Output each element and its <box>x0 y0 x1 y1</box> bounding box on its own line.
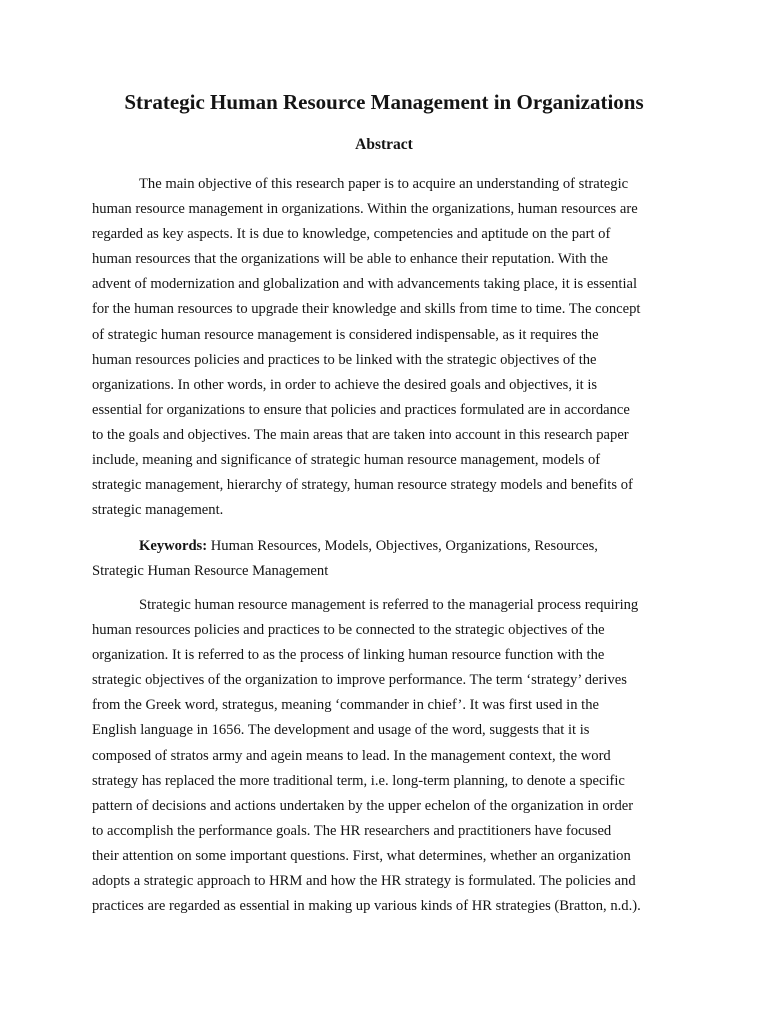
abstract-line: regarded as key aspects. It is due to knowledge, competencies and aptitude on the part of <box>92 226 611 243</box>
abstract-line: advent of modernization and globalization and with advancements taking place, it is essential <box>92 276 638 293</box>
abstract-line: organizations. In other words, in order to achieve the desired goals and objectives, it is <box>92 376 598 393</box>
abstract-line: human resources policies and practices to be linked with the strategic objectives of the <box>92 351 597 368</box>
abstract-line: human resource management in organizations. Within the organizations, human resources are <box>92 201 638 218</box>
body-line: strategy has replaced the more traditional term, i.e. long-term planning, to denote a specific <box>92 772 625 789</box>
keywords-list: Human Resources, Models, Objectives, Organizations, Resources, <box>207 538 598 554</box>
keywords-line <box>92 534 672 559</box>
body-line: strategic objectives of the organization to improve performance. The term ‘strategy’ derives <box>92 672 627 689</box>
body-line: practices are regarded as essential in making up various kinds of HR strategies (Bratton, n.d.). <box>92 898 641 915</box>
body-line: pattern of decisions and actions undertaken by the upper echelon of the organization in order <box>92 797 634 814</box>
abstract-line: strategic management, hierarchy of strategy, human resource strategy models and benefits of <box>92 477 633 494</box>
abstract-line: to the goals and objectives. The main areas that are taken into account in this research paper <box>92 426 629 443</box>
body-line: from the Greek word, strategus, meaning ‘commander in chief’. It was first used in the <box>92 697 599 714</box>
body-line: their attention on some important questions. First, what determines, whether an organization <box>92 847 631 864</box>
abstract-line: of strategic human resource management is considered indispensable, as it requires the <box>92 326 599 343</box>
body-line: composed of stratos army and agein means to lead. In the management context, the word <box>92 747 611 764</box>
body-line: adopts a strategic approach to HRM and how the HR strategy is formulated. The policies and <box>92 873 636 890</box>
keywords-label: Keywords: <box>139 538 208 554</box>
abstract-line: strategic management. <box>92 502 224 519</box>
intro-paragraph <box>92 593 672 919</box>
abstract-line: human resources that the organizations will be able to enhance their reputation. With the <box>92 251 608 268</box>
body-line: Strategic human resource management is referred to the managerial process requiring <box>139 597 639 613</box>
body-line: to accomplish the performance goals. The HR researchers and practitioners have focused <box>92 822 612 839</box>
abstract-line: include, meaning and significance of strategic human resource management, models of <box>92 452 601 469</box>
keywords-line: Strategic Human Resource Management <box>92 563 329 580</box>
keywords-paragraph <box>92 534 672 584</box>
document-title: Strategic Human Resource Management in Organizations <box>124 90 644 114</box>
abstract-paragraph <box>92 172 672 523</box>
abstract-line: essential for organizations to ensure that policies and practices formulated are in accordance <box>92 401 630 418</box>
abstract-line: The main objective of this research paper is to acquire an understanding of strategic <box>139 176 629 192</box>
body-line: human resources policies and practices to be connected to the strategic objectives of the <box>92 622 605 639</box>
abstract-heading: Abstract <box>355 136 413 153</box>
body-line: English language in 1656. The development and usage of the word, suggests that it is <box>92 722 590 739</box>
body-line: organization. It is referred to as the process of linking human resource function with the <box>92 647 605 664</box>
abstract-line: for the human resources to upgrade their knowledge and skills from time to time. The concept <box>92 301 641 318</box>
